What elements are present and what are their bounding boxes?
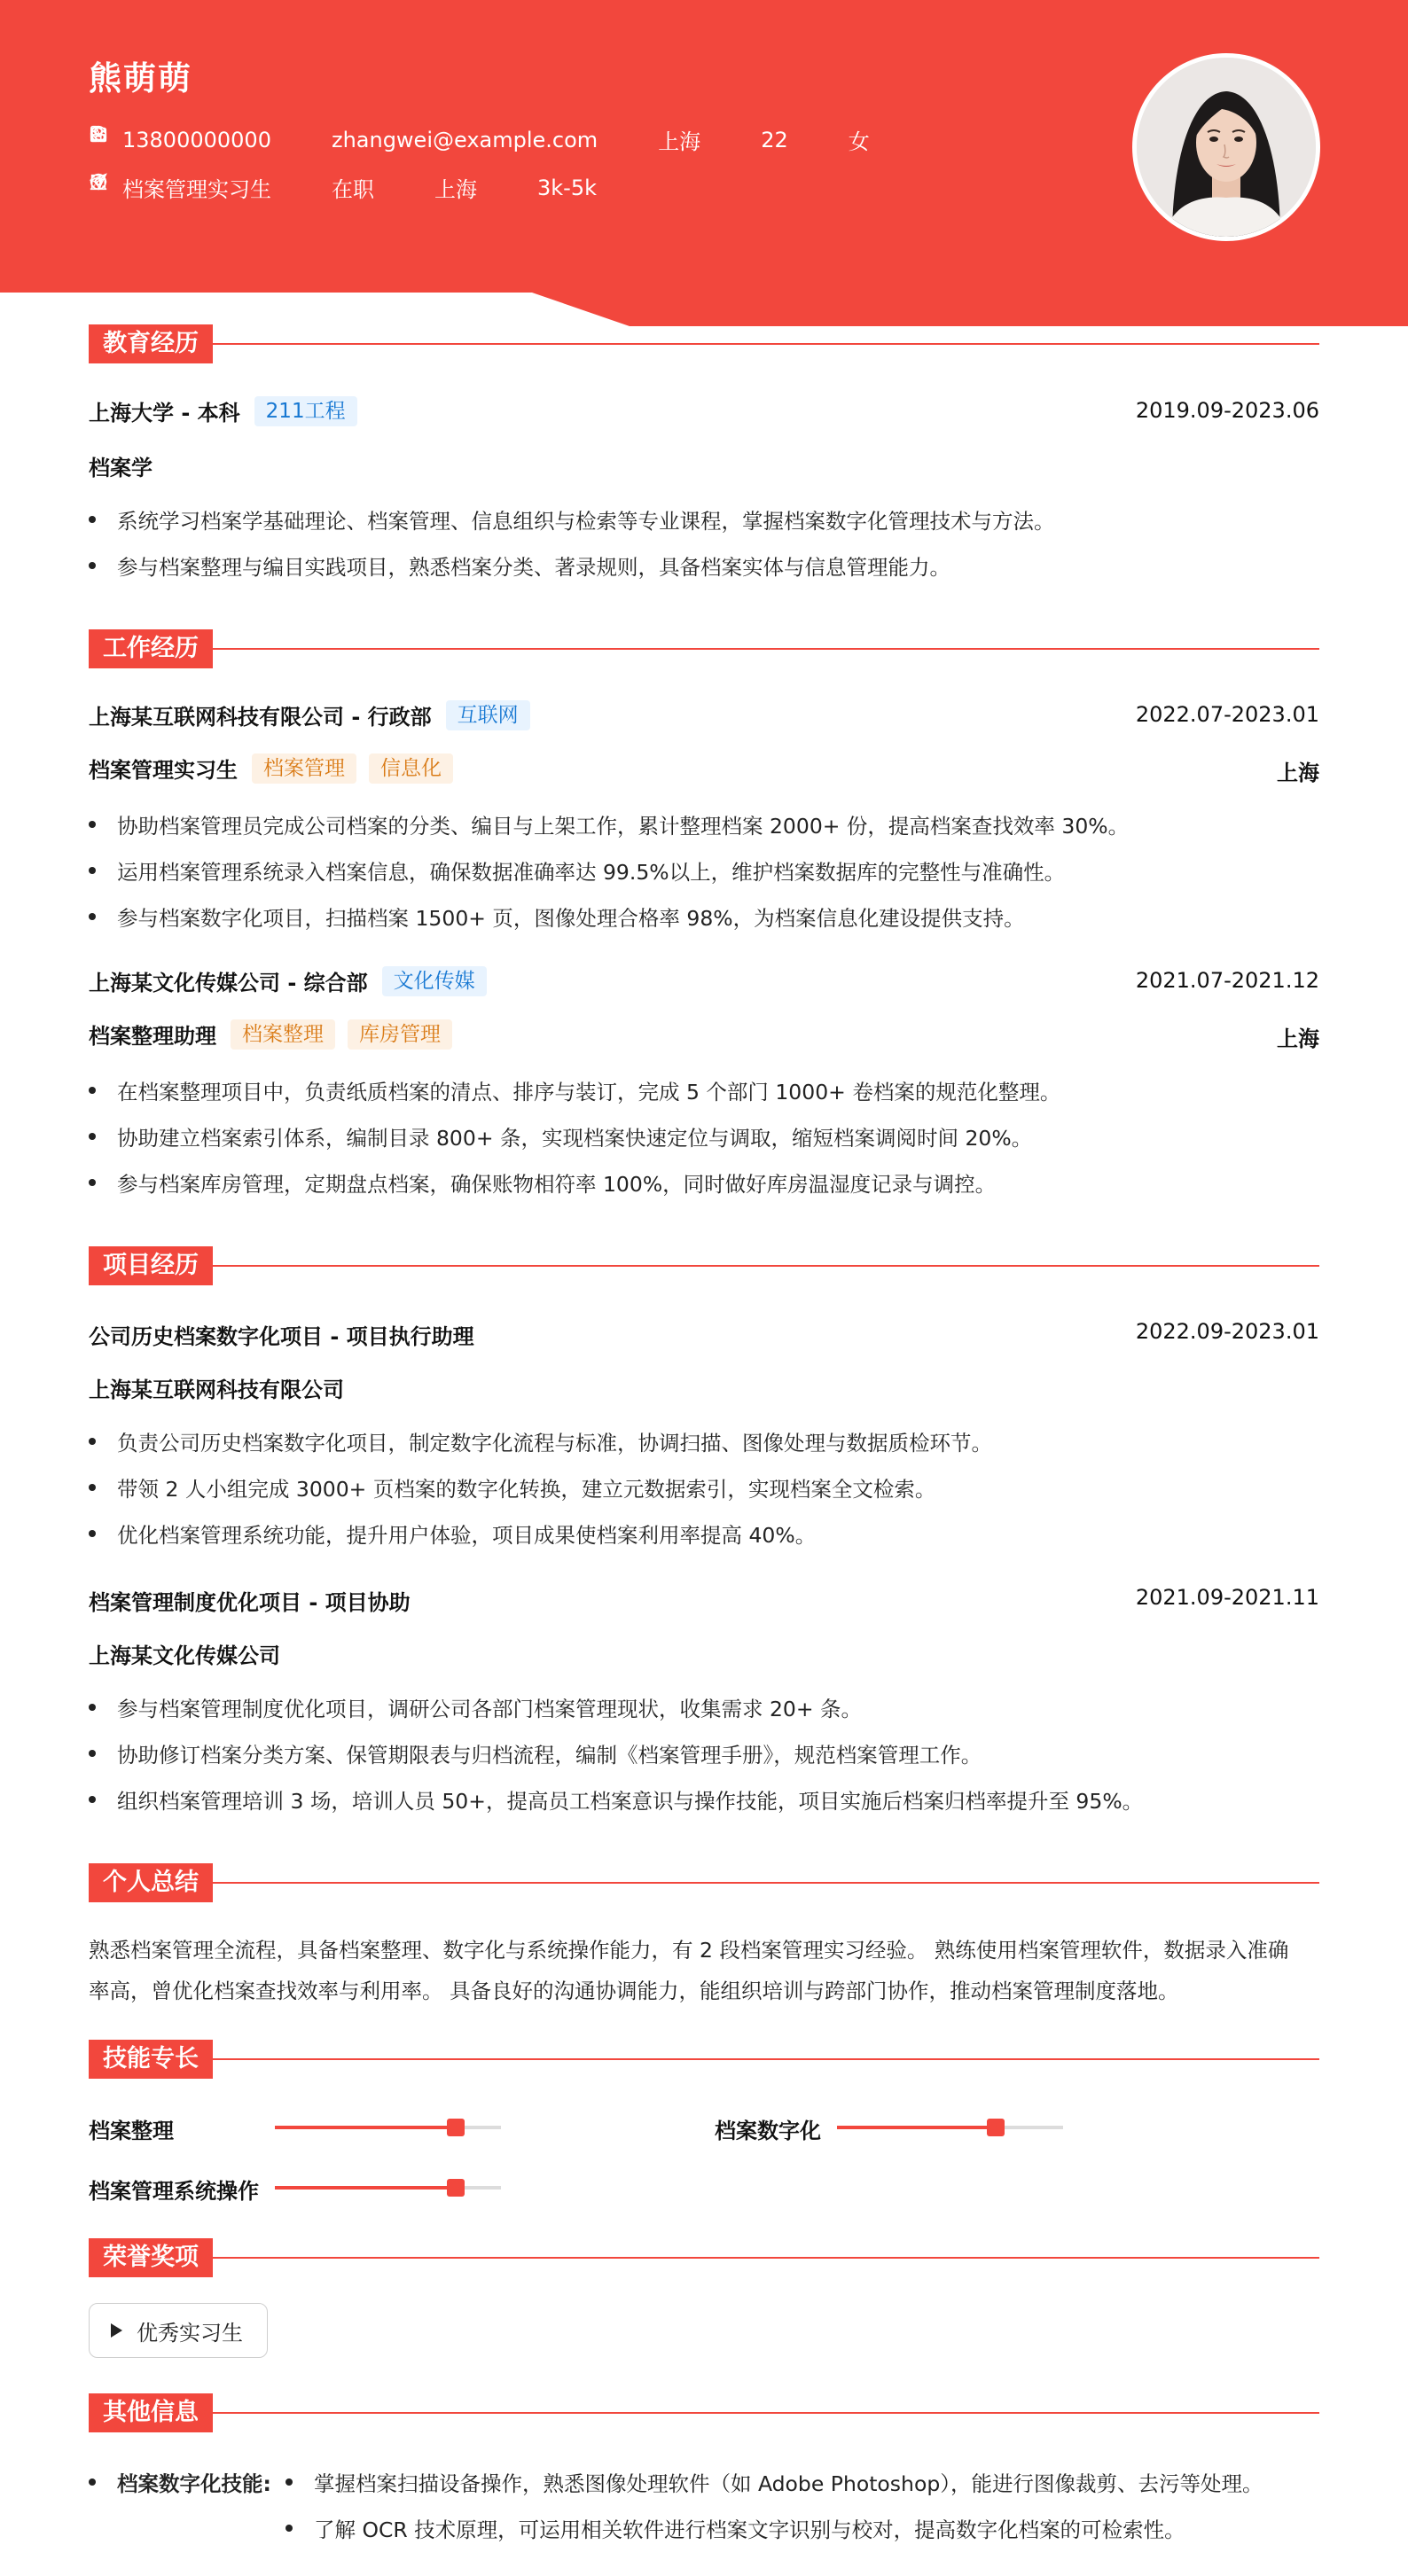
section-title: 项目经历 [89,1246,213,1285]
skill-bar-fill [275,2186,456,2190]
project-date: 2021.09-2021.11 [1135,1585,1319,1610]
project-title: 档案管理制度优化项目 - 项目协助 [89,1590,411,1615]
skill-label: 档案数字化 [715,2119,821,2143]
skill-label: 档案管理系统操作 [89,2179,259,2204]
section-projects [89,1246,1319,1285]
job-intent-row [89,172,623,203]
resume-header [0,0,1408,328]
project-org: 上海某文化传媒公司 [89,1643,280,1668]
section-title: 教育经历 [89,324,213,363]
work-entry-2 [89,965,487,996]
salary-item [504,176,597,200]
list-item: 负责公司历史档案数字化项目，制定数字化流程与标准，协调扫描、图像处理与数据质检环节。 [89,1426,992,1456]
section-divider [213,2058,1319,2060]
education-date: 2019.09-2023.06 [1135,398,1319,423]
section-education [89,324,1319,363]
work-date: 2021.07-2021.12 [1135,968,1319,993]
section-divider [213,648,1319,650]
list-item: 协助档案管理员完成公司档案的分类、编目与上架工作，累计整理档案 2000+ 份，提高档案查找效率 30%。 [89,809,1129,839]
salary-text: 3k-5k [537,175,597,200]
avatar [1132,53,1320,241]
skill-bar [275,2126,501,2129]
target-city-item [401,172,477,203]
industry-tag: 文化传媒 [382,966,487,996]
summary-line: 熟悉档案管理全流程，具备档案整理、数字化与系统操作能力，有 2 段档案管理实习经验。 熟练使用档案管理软件，数据录入准确 [89,1938,1289,1963]
section-divider [213,2412,1319,2414]
skill-bar-fill [275,2126,456,2129]
project-title: 公司历史档案数字化项目 - 项目执行助理 [89,1324,474,1349]
contact-info-row [89,124,896,155]
list-item: 参与档案整理与编目实践项目，熟悉档案分类、著录规则，具备档案实体与信息管理能力。 [89,550,950,581]
coin-icon [504,178,523,198]
list-item: 参与档案数字化项目，扫描档案 1500+ 页，图像处理合格率 98%，为档案信息化建设提供支持。 [89,902,1025,932]
section-divider [213,343,1319,345]
gender-item [815,124,870,155]
section-work [89,629,1319,668]
work-location: 上海 [1277,1026,1319,1051]
skill-bar-knob [447,2179,465,2197]
status-item [298,172,374,203]
gender-icon [815,130,834,150]
list-item: 参与档案库房管理，定期盘点档案，确保账物相符率 100%，同时做好库房温湿度记录与调控。 [89,1167,996,1198]
gear-icon [298,178,317,198]
section-honors [89,2238,1319,2277]
cake-icon [727,130,747,150]
section-skills [89,2040,1319,2079]
gender-text: 女 [848,129,870,154]
home-icon [624,130,644,150]
list-item: 组织档案管理培训 3 场，培训人员 50+，提高员工档案意识与操作技能，项目实施后档案归档率提升至 95%。 [89,1784,1143,1815]
section-title: 技能专长 [89,2040,213,2079]
position-item [89,172,271,203]
list-item: 了解 OCR 技术原理，可运用相关软件进行档案文字识别与校对，提高数字化档案的可检索性。 [286,2513,1185,2543]
skill-bar-fill [837,2126,996,2129]
phone-text: 13800000000 [122,127,271,152]
summary-line: 率高，曾优化档案查找效率与利用率。 具备良好的沟通协调能力，能组织培训与跨部门协作，推动档案管理制度落地。 [89,1979,1179,2003]
list-item: 协助建立档案索引体系，编制目录 800+ 条，实现档案快速定位与调取，缩短档案调阅时间 20%。 [89,1121,1032,1151]
list-item: 参与档案管理制度优化项目，调研公司各部门档案管理现状，收集需求 20+ 条。 [89,1692,862,1722]
section-divider [213,2257,1319,2259]
list-item: 协助修订档案分类方案、保管期限表与归档流程，编制《档案管理手册》，规范档案管理工作。 [89,1738,982,1768]
skill-bar [275,2186,501,2190]
building-icon [401,178,420,198]
section-title: 荣誉奖项 [89,2238,213,2277]
skill-tag: 信息化 [369,753,453,784]
section-title: 个人总结 [89,1863,213,1902]
section-title: 其他信息 [89,2393,213,2432]
role-name: 档案整理助理 [89,1024,216,1049]
skill-bar-knob [987,2119,1005,2136]
work-entry-1 [89,699,530,730]
list-item: 在档案整理项目中，负责纸质档案的清点、排序与装订，完成 5 个部门 1000+ 卷档案的规范化整理。 [89,1075,1060,1105]
position-text: 档案管理实习生 [122,177,271,202]
list-item: 带领 2 人小组完成 3000+ 页档案的数字化转换，建立元数据索引，实现档案全文检索。 [89,1472,935,1503]
work-role-1 [89,753,453,784]
section-other [89,2393,1319,2432]
skill-tag: 档案管理 [252,753,356,784]
list-item: 掌握档案扫描设备操作，熟悉图像处理软件（如 Adobe Photoshop），能进行图像裁剪、去污等处理。 [286,2467,1263,2497]
project-date: 2022.09-2023.01 [1135,1319,1319,1344]
target-city-text: 上海 [434,177,477,202]
avatar-portrait [1137,58,1316,237]
company-name: 上海某文化传媒公司 - 综合部 [89,971,368,995]
honor-label: 优秀实习生 [137,2320,243,2346]
age-item [727,128,788,152]
phone-item [89,128,271,152]
status-text: 在职 [332,177,374,202]
school-name: 上海大学 - 本科 [89,401,240,425]
education-major: 档案学 [89,456,153,480]
industry-tag: 互联网 [446,700,530,730]
list-item: 系统学习档案学基础理论、档案管理、信息组织与检索等专业课程，掌握档案数字化管理技术与方法。 [89,504,1055,535]
company-name: 上海某互联网科技有限公司 - 行政部 [89,705,432,730]
city-text: 上海 [658,129,701,154]
work-date: 2022.07-2023.01 [1135,702,1319,727]
skill-bar-knob [447,2119,465,2136]
section-title: 工作经历 [89,629,213,668]
skill-tag: 档案整理 [231,1019,335,1050]
summary-text [89,1930,1321,2011]
age-text: 22 [761,127,788,152]
skill-label: 档案整理 [89,2119,174,2143]
list-item: 优化档案管理系统功能，提升用户体验，项目成果使档案利用率提高 40%。 [89,1518,816,1549]
skill-tag: 库房管理 [348,1019,452,1050]
section-divider [213,1265,1319,1267]
education-entry [89,395,357,426]
section-divider [213,1882,1319,1884]
work-role-2 [89,1019,452,1050]
email-text: zhangwei@example.com [331,127,598,152]
project-org: 上海某互联网科技有限公司 [89,1378,344,1402]
play-icon [111,2323,122,2338]
skill-bar [837,2126,1063,2129]
school-tag: 211工程 [254,396,357,426]
honor-item[interactable] [89,2303,268,2358]
work-location: 上海 [1277,761,1319,785]
section-summary [89,1863,1319,1902]
role-name: 档案管理实习生 [89,758,238,783]
city-item [624,124,700,155]
list-item: 运用档案管理系统录入档案信息，确保数据准确率达 99.5%以上，维护档案数据库的完整性与准确性。 [89,855,1065,886]
email-item [298,128,598,152]
mail-icon [298,130,317,150]
candidate-name: 熊萌萌 [89,59,192,98]
other-label: 档案数字化技能: [89,2467,271,2497]
